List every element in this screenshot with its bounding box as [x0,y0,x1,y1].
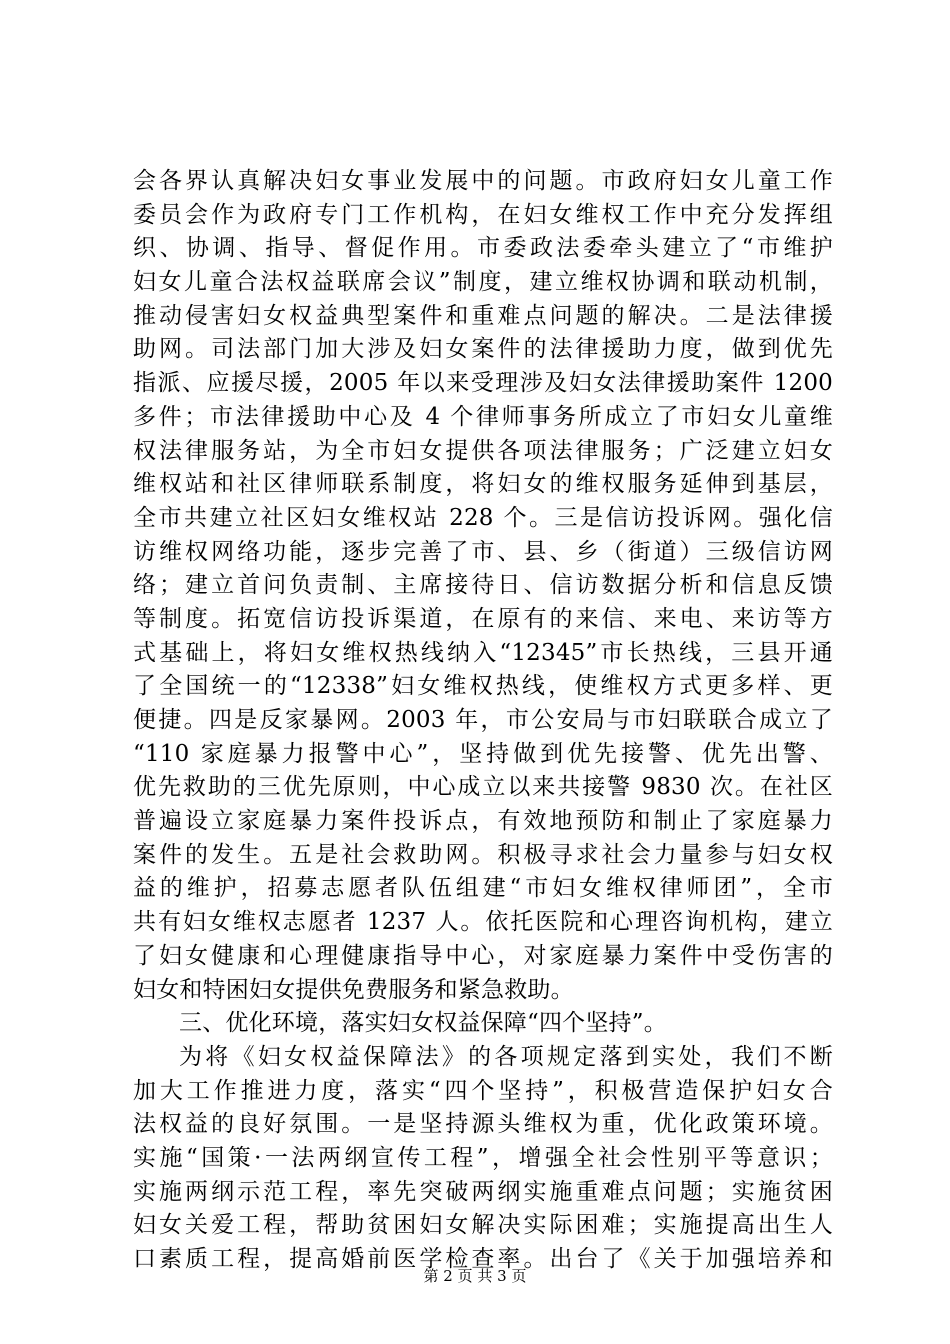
text-line: 妇女和特困妇女提供免费服务和紧急救助。 [133,976,574,1003]
text-line: 了妇女健康和心理健康指导中心，对家庭暴力案件中受伤害的 [133,942,833,969]
text-line: 式基础上，将妇女维权热线纳入“12345”市长热线，三县开通 [133,639,833,666]
text-line: 妇女儿童合法权益联席会议”制度，建立维权协调和联动机制， [133,269,833,296]
text-line: 实施“国策·一法两纲宣传工程”，增强全社会性别平等意识； [133,1144,833,1171]
text-line: 全市共建立社区妇女维权站 228 个。三是信访投诉网。强化信 [133,504,833,531]
text-line: 三、优化环境，落实妇女权益保障“四个坚持”。 [179,1010,667,1037]
text-line: 便捷。四是反家暴网。2003 年，市公安局与市妇联联合成立了 [133,707,833,733]
text-line: 口素质工程，提高婚前医学检查率。出台了《关于加强培养和 [133,1246,833,1272]
text-line: 了全国统一的“12338”妇女维权热线，使维权方式更多样、更 [133,673,833,700]
text-line: 助网。司法部门加大涉及妇女案件的法律援助力度，做到优先 [133,336,833,363]
text-line: 等制度。拓宽信访投诉渠道，在原有的来信、来电、来访等方 [133,605,833,632]
text-line: 访维权网络功能，逐步完善了市、县、乡（街道）三级信访网 [133,538,833,565]
text-line: 优先救助的三优先原则，中心成立以来共接警 9830 次。在社区 [133,774,833,801]
page-footer: 第 2 页 共 3 页 [423,1267,527,1285]
text-line: 多件；市法律援助中心及 4 个律师事务所成立了市妇女儿童维 [133,403,833,430]
text-line: “110 家庭暴力报警中心”，坚持做到优先接警、优先出警、 [133,740,833,767]
text-line: 益的维护，招募志愿者队伍组建“市妇女维权律师团”，全市 [133,875,833,902]
text-line: 为将《妇女权益保障法》的各项规定落到实处，我们不断 [179,1043,833,1070]
document-body [133,165,833,1277]
text-line: 案件的发生。五是社会救助网。积极寻求社会力量参与妇女权 [133,841,833,868]
text-line: 普遍设立家庭暴力案件投诉点，有效地预防和制止了家庭暴力 [133,808,833,835]
text-line: 维权站和社区律师联系制度，将妇女的维权服务延伸到基层， [133,471,833,498]
text-line: 指派、应援尽援，2005 年以来受理涉及妇女法律援助案件 1200 [133,370,833,397]
text-line: 实施两纲示范工程，率先突破两纲实施重难点问题；实施贫困 [133,1178,833,1205]
text-line: 织、协调、指导、督促作用。市委政法委牵头建立了“市维护 [133,235,833,262]
text-line: 委员会作为政府专门工作机构，在妇女维权工作中充分发挥组 [133,201,833,228]
text-line: 法权益的良好氛围。一是坚持源头维权为重，优化政策环境。 [133,1111,833,1138]
text-line: 加大工作推进力度，落实“四个坚持”，积极营造保护妇女合 [133,1077,833,1104]
text-line: 共有妇女维权志愿者 1237 人。依托医院和心理咨询机构，建立 [133,909,833,936]
text-line: 妇女关爱工程，帮助贫困妇女解决实际困难；实施提高出生人 [133,1212,833,1239]
text-line: 权法律服务站，为全市妇女提供各项法律服务；广泛建立妇女 [133,437,833,464]
text-line: 推动侵害妇女权益典型案件和重难点问题的解决。二是法律援 [133,302,833,329]
text-line: 会各界认真解决妇女事业发展中的问题。市政府妇女儿童工作 [133,168,833,194]
text-line: 络；建立首问负责制、主席接待日、信访数据分析和信息反馈 [133,572,833,599]
